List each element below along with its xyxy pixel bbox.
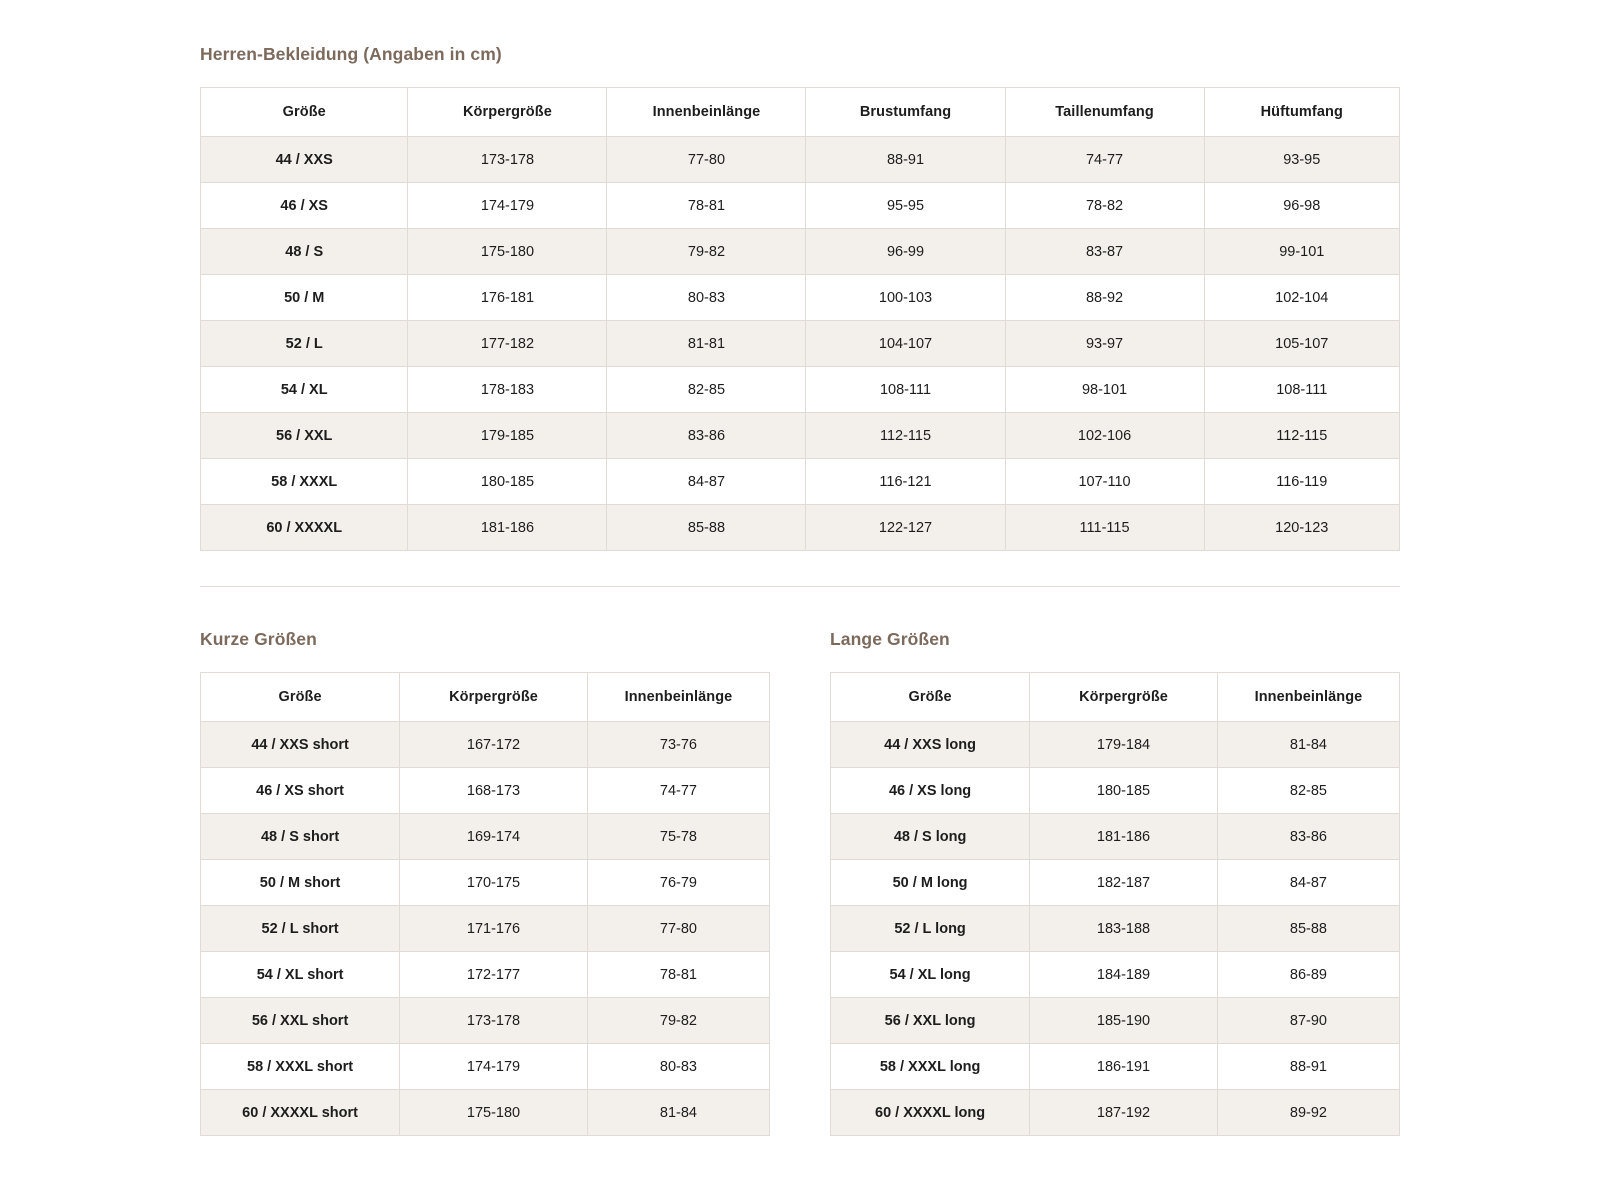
- cell-size: 56 / XXL: [201, 413, 408, 459]
- cell-size: 44 / XXS: [201, 137, 408, 183]
- cell-height: 174-179: [400, 1044, 588, 1090]
- cell-inseam: 77-80: [587, 906, 769, 952]
- cell-size: 46 / XS: [201, 183, 408, 229]
- table-row: [201, 229, 1400, 275]
- column-header-hip: Hüftumfang: [1204, 88, 1399, 137]
- cell-hip: 112-115: [1204, 413, 1399, 459]
- table-row: [831, 814, 1400, 860]
- cell-inseam: 80-83: [607, 275, 806, 321]
- cell-chest: 112-115: [806, 413, 1005, 459]
- cell-height: 172-177: [400, 952, 588, 998]
- cell-size: 54 / XL short: [201, 952, 400, 998]
- cell-chest: 96-99: [806, 229, 1005, 275]
- table-row: [831, 860, 1400, 906]
- table-row: [831, 906, 1400, 952]
- main-table-body: [201, 137, 1400, 551]
- cell-size: 60 / XXXXL short: [201, 1090, 400, 1136]
- cell-height: 169-174: [400, 814, 588, 860]
- cell-inseam: 74-77: [587, 768, 769, 814]
- column-header-waist: Taillenumfang: [1005, 88, 1204, 137]
- cell-inseam: 87-90: [1217, 998, 1399, 1044]
- table-row: [201, 998, 770, 1044]
- cell-inseam: 81-84: [1217, 722, 1399, 768]
- long-table-head: [831, 673, 1400, 722]
- table-row: [831, 722, 1400, 768]
- column-header-height: Körpergröße: [1030, 673, 1218, 722]
- cell-height: 179-185: [408, 413, 607, 459]
- table-row: [201, 906, 770, 952]
- table-row: [201, 1090, 770, 1136]
- main-section-title: Herren-Bekleidung (Angaben in cm): [200, 44, 502, 64]
- cell-height: 181-186: [1030, 814, 1218, 860]
- cell-size: 48 / S long: [831, 814, 1030, 860]
- cell-waist: 78-82: [1005, 183, 1204, 229]
- cell-size: 48 / S short: [201, 814, 400, 860]
- column-header-inseam: Innenbeinlänge: [1217, 673, 1399, 722]
- section-divider: [200, 586, 1400, 587]
- table-row: [201, 367, 1400, 413]
- long-sizes-table: [830, 672, 1400, 1136]
- cell-chest: 88-91: [806, 137, 1005, 183]
- cell-inseam: 85-88: [1217, 906, 1399, 952]
- cell-waist: 111-115: [1005, 505, 1204, 551]
- cell-inseam: 81-81: [607, 321, 806, 367]
- cell-size: 50 / M long: [831, 860, 1030, 906]
- cell-height: 173-178: [400, 998, 588, 1044]
- cell-size: 56 / XXL short: [201, 998, 400, 1044]
- table-header-row: [201, 673, 770, 722]
- cell-chest: 116-121: [806, 459, 1005, 505]
- table-row: [831, 952, 1400, 998]
- column-header-height: Körpergröße: [400, 673, 588, 722]
- main-table-head: [201, 88, 1400, 137]
- cell-height: 174-179: [408, 183, 607, 229]
- cell-chest: 95-95: [806, 183, 1005, 229]
- table-row: [201, 952, 770, 998]
- cell-height: 180-185: [408, 459, 607, 505]
- cell-waist: 107-110: [1005, 459, 1204, 505]
- table-row: [201, 768, 770, 814]
- short-table-head: [201, 673, 770, 722]
- column-header-chest: Brustumfang: [806, 88, 1005, 137]
- table-row: [201, 321, 1400, 367]
- cell-height: 173-178: [408, 137, 607, 183]
- cell-height: 186-191: [1030, 1044, 1218, 1090]
- column-header-size: Größe: [201, 88, 408, 137]
- cell-inseam: 82-85: [607, 367, 806, 413]
- lower-tables-container: [200, 629, 1400, 1136]
- table-row: [831, 1044, 1400, 1090]
- cell-size: 60 / XXXXL long: [831, 1090, 1030, 1136]
- cell-height: 168-173: [400, 768, 588, 814]
- cell-height: 185-190: [1030, 998, 1218, 1044]
- cell-waist: 83-87: [1005, 229, 1204, 275]
- cell-hip: 116-119: [1204, 459, 1399, 505]
- table-row: [201, 722, 770, 768]
- cell-inseam: 75-78: [587, 814, 769, 860]
- cell-size: 52 / L: [201, 321, 408, 367]
- short-table-body: [201, 722, 770, 1136]
- cell-size: 56 / XXL long: [831, 998, 1030, 1044]
- cell-hip: 96-98: [1204, 183, 1399, 229]
- cell-chest: 100-103: [806, 275, 1005, 321]
- table-header-row: [201, 88, 1400, 137]
- cell-hip: 99-101: [1204, 229, 1399, 275]
- cell-height: 171-176: [400, 906, 588, 952]
- cell-inseam: 89-92: [1217, 1090, 1399, 1136]
- cell-size: 60 / XXXXL: [201, 505, 408, 551]
- cell-height: 170-175: [400, 860, 588, 906]
- table-row: [201, 1044, 770, 1090]
- mens-clothing-size-table: [200, 87, 1400, 551]
- cell-hip: 102-104: [1204, 275, 1399, 321]
- table-row: [201, 814, 770, 860]
- cell-inseam: 73-76: [587, 722, 769, 768]
- cell-inseam: 76-79: [587, 860, 769, 906]
- cell-size: 52 / L long: [831, 906, 1030, 952]
- cell-inseam: 83-86: [607, 413, 806, 459]
- table-row: [201, 459, 1400, 505]
- table-row: [831, 998, 1400, 1044]
- long-sizes-section: [830, 629, 1400, 1136]
- table-row: [201, 137, 1400, 183]
- table-row: [201, 183, 1400, 229]
- cell-inseam: 82-85: [1217, 768, 1399, 814]
- cell-inseam: 84-87: [607, 459, 806, 505]
- table-header-row: [831, 673, 1400, 722]
- cell-inseam: 78-81: [607, 183, 806, 229]
- cell-size: 48 / S: [201, 229, 408, 275]
- table-row: [201, 413, 1400, 459]
- table-row: [831, 768, 1400, 814]
- cell-size: 54 / XL long: [831, 952, 1030, 998]
- cell-waist: 102-106: [1005, 413, 1204, 459]
- cell-size: 58 / XXXL short: [201, 1044, 400, 1090]
- cell-size: 58 / XXXL long: [831, 1044, 1030, 1090]
- long-section-title: Lange Größen: [830, 629, 950, 649]
- cell-chest: 104-107: [806, 321, 1005, 367]
- cell-height: 183-188: [1030, 906, 1218, 952]
- cell-height: 176-181: [408, 275, 607, 321]
- table-row: [201, 505, 1400, 551]
- cell-size: 46 / XS long: [831, 768, 1030, 814]
- cell-inseam: 84-87: [1217, 860, 1399, 906]
- column-header-inseam: Innenbeinlänge: [607, 88, 806, 137]
- cell-inseam: 86-89: [1217, 952, 1399, 998]
- cell-waist: 74-77: [1005, 137, 1204, 183]
- cell-chest: 122-127: [806, 505, 1005, 551]
- cell-size: 58 / XXXL: [201, 459, 408, 505]
- cell-waist: 88-92: [1005, 275, 1204, 321]
- cell-inseam: 85-88: [607, 505, 806, 551]
- cell-size: 50 / M short: [201, 860, 400, 906]
- short-sizes-section: [200, 629, 770, 1136]
- cell-inseam: 81-84: [587, 1090, 769, 1136]
- cell-height: 175-180: [408, 229, 607, 275]
- cell-hip: 120-123: [1204, 505, 1399, 551]
- cell-height: 167-172: [400, 722, 588, 768]
- cell-height: 184-189: [1030, 952, 1218, 998]
- column-header-inseam: Innenbeinlänge: [587, 673, 769, 722]
- cell-size: 54 / XL: [201, 367, 408, 413]
- cell-inseam: 79-82: [607, 229, 806, 275]
- cell-height: 181-186: [408, 505, 607, 551]
- cell-size: 44 / XXS short: [201, 722, 400, 768]
- cell-waist: 93-97: [1005, 321, 1204, 367]
- column-header-height: Körpergröße: [408, 88, 607, 137]
- cell-height: 175-180: [400, 1090, 588, 1136]
- cell-height: 179-184: [1030, 722, 1218, 768]
- cell-hip: 93-95: [1204, 137, 1399, 183]
- cell-hip: 108-111: [1204, 367, 1399, 413]
- cell-inseam: 83-86: [1217, 814, 1399, 860]
- column-header-size: Größe: [201, 673, 400, 722]
- cell-size: 46 / XS short: [201, 768, 400, 814]
- cell-inseam: 78-81: [587, 952, 769, 998]
- cell-inseam: 77-80: [607, 137, 806, 183]
- cell-size: 50 / M: [201, 275, 408, 321]
- short-sizes-table: [200, 672, 770, 1136]
- cell-height: 180-185: [1030, 768, 1218, 814]
- cell-inseam: 88-91: [1217, 1044, 1399, 1090]
- table-row: [201, 275, 1400, 321]
- table-row: [201, 860, 770, 906]
- long-table-body: [831, 722, 1400, 1136]
- cell-height: 187-192: [1030, 1090, 1218, 1136]
- cell-height: 177-182: [408, 321, 607, 367]
- cell-inseam: 79-82: [587, 998, 769, 1044]
- cell-size: 44 / XXS long: [831, 722, 1030, 768]
- cell-size: 52 / L short: [201, 906, 400, 952]
- cell-waist: 98-101: [1005, 367, 1204, 413]
- short-section-title: Kurze Größen: [200, 629, 317, 649]
- cell-height: 178-183: [408, 367, 607, 413]
- cell-inseam: 80-83: [587, 1044, 769, 1090]
- table-row: [831, 1090, 1400, 1136]
- cell-hip: 105-107: [1204, 321, 1399, 367]
- cell-height: 182-187: [1030, 860, 1218, 906]
- column-header-size: Größe: [831, 673, 1030, 722]
- cell-chest: 108-111: [806, 367, 1005, 413]
